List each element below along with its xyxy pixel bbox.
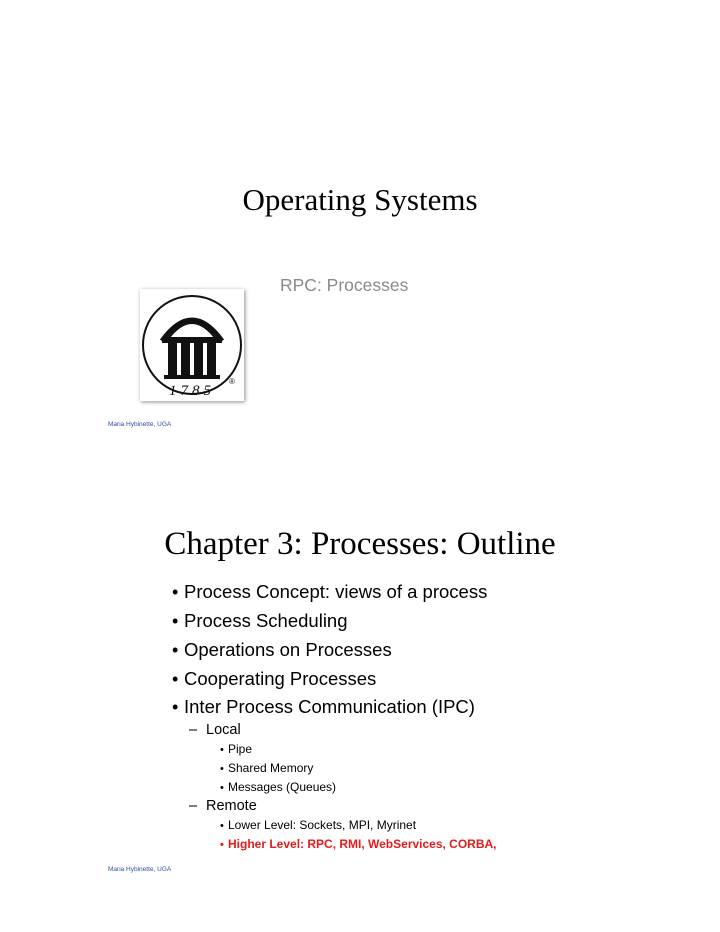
logo-year: 1785 bbox=[169, 383, 215, 399]
sub-list-item-local: – Local bbox=[189, 722, 241, 738]
list-item: • Lower Level: Sockets, MPI, Myrinet bbox=[220, 818, 417, 832]
slide-2 bbox=[0, 466, 720, 932]
list-item-highlighted: • Higher Level: RPC, RMI, WebServices, CORBA, bbox=[220, 837, 497, 851]
slide-footer: Maria Hybinette, UGA bbox=[108, 421, 172, 428]
bullet-icon: • bbox=[172, 611, 179, 631]
slide-title: Operating Systems bbox=[242, 182, 478, 217]
list-item: • Pipe bbox=[220, 742, 253, 756]
slide-subtitle: RPC: Processes bbox=[280, 275, 409, 295]
bullet-icon: • bbox=[220, 839, 224, 851]
list-item: • Cooperating Processes bbox=[172, 668, 377, 689]
list-item: • Messages (Queues) bbox=[220, 780, 337, 794]
slide-footer: Maria Hybinette, UGA bbox=[108, 866, 172, 873]
bullet-icon: • bbox=[172, 640, 179, 660]
uga-arch-logo bbox=[140, 289, 244, 401]
registered-mark: ® bbox=[229, 377, 235, 386]
bullet-icon: • bbox=[220, 782, 224, 794]
list-item: • Process Concept: views of a process bbox=[172, 581, 488, 602]
bullet-icon: • bbox=[220, 744, 224, 756]
slide-title: Chapter 3: Processes: Outline bbox=[164, 526, 556, 562]
bullet-icon: • bbox=[172, 697, 179, 717]
arch-logo-icon bbox=[140, 289, 244, 401]
list-item: • Process Scheduling bbox=[172, 610, 348, 631]
bullet-icon: • bbox=[220, 763, 224, 775]
list-item: • Shared Memory bbox=[220, 761, 314, 775]
bullet-icon: • bbox=[172, 582, 179, 602]
bullet-icon: • bbox=[172, 669, 179, 689]
list-item: • Inter Process Communication (IPC) bbox=[172, 696, 475, 717]
sub-list-item-remote: – Remote bbox=[189, 798, 257, 814]
list-item: • Operations on Processes bbox=[172, 639, 392, 660]
bullet-icon: • bbox=[220, 820, 224, 832]
